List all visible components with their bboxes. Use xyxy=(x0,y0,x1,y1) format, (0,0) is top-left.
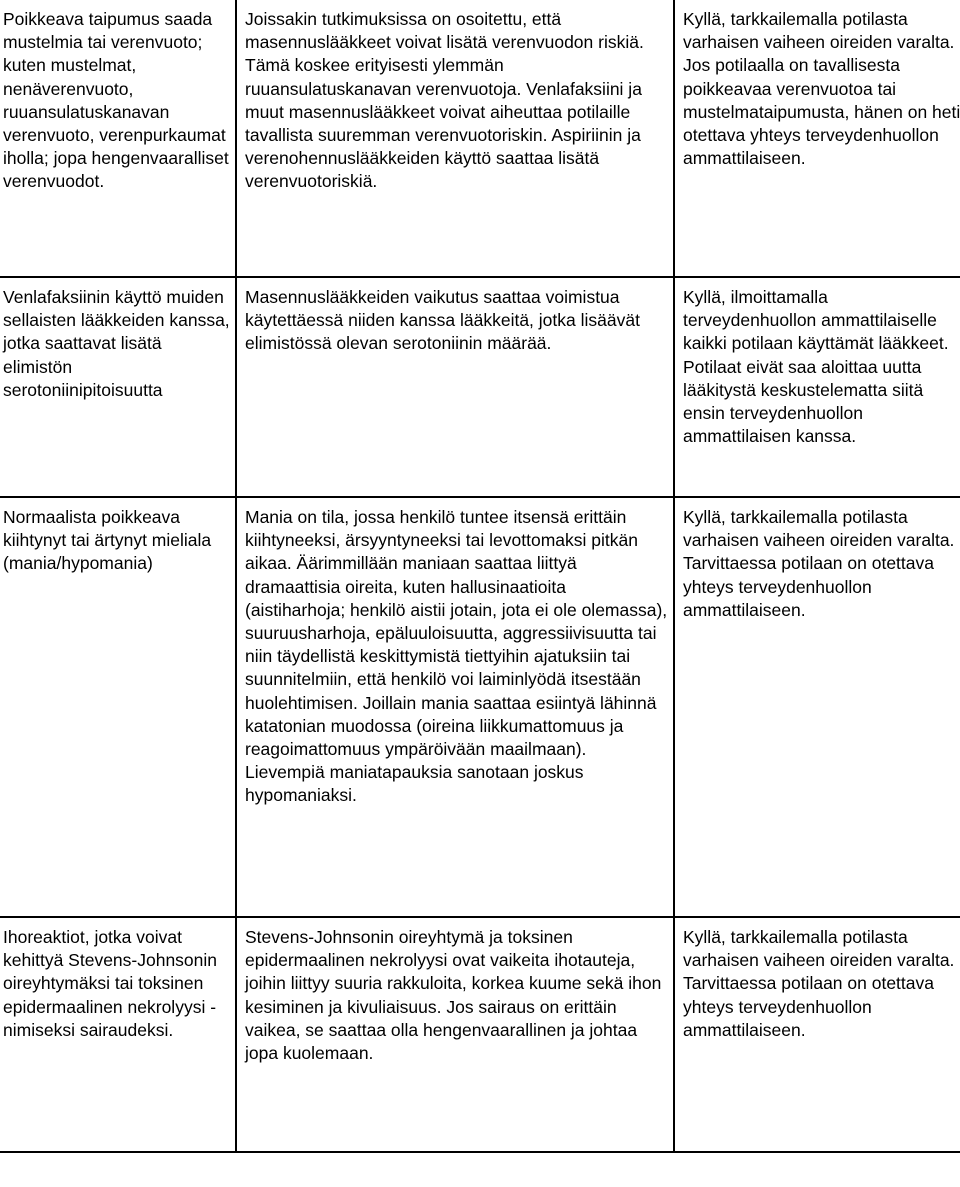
description-cell xyxy=(236,277,674,497)
description-cell xyxy=(236,0,674,277)
preventable-text: Kyllä, tarkkailemalla potilasta varhaisen vaiheen oireiden varalta. Jos potilaalla on tavallisesta poikkeavaa verenvuotoa tai mustelmataipumusta, hänen on heti otettava yhteys terveydenhuollon ammattilaiseen. xyxy=(683,9,960,169)
description-cell xyxy=(236,917,674,1152)
description-text: Masennuslääkkeiden vaikutus saattaa voimistua käytettäessä niiden kanssa lääkkeitä, jotka lisäävät elimistössä olevan serotoniinin määrää. xyxy=(245,287,640,354)
preventable-cell xyxy=(674,917,960,1152)
condition-cell xyxy=(0,497,236,917)
preventable-text: Kyllä, ilmoittamalla terveydenhuollon ammattilaiselle kaikki potilaan käyttämät lääkkeet. Potilaat eivät saa aloittaa uutta lääkitystä keskustelematta siitä ensin terveydenhuollon ammattilaisen kanssa. xyxy=(683,287,949,447)
condition-cell xyxy=(0,917,236,1152)
preventable-text: Kyllä, tarkkailemalla potilasta varhaisen vaiheen oireiden varalta. Tarvittaessa potilaan on otettava yhteys terveydenhuollon ammattilaiseen. xyxy=(683,927,955,1040)
condition-text: Poikkeava taipumus saada mustelmia tai verenvuoto; kuten mustelmat, nenäverenvuoto, ruuansulatuskanavan verenvuoto, verenpurkaumat iholla; jopa hengenvaaralliset verenvuodot. xyxy=(3,9,229,192)
table-row xyxy=(0,497,960,917)
description-cell xyxy=(236,497,674,917)
condition-cell xyxy=(0,0,236,277)
table-row xyxy=(0,917,960,1152)
preventable-cell xyxy=(674,277,960,497)
description-text: Stevens-Johnsonin oireyhtymä ja toksinen epidermaalinen nekrolyysi ovat vaikeita ihotauteja, joihin liittyy suuria rakkuloita, korkea kuume sekä ihon kesiminen ja kivuliaisuus. Jos sairaus on erittäin vaikea, se saattaa olla hengenvaarallinen ja johtaa jopa kuolemaan. xyxy=(245,927,662,1064)
table-row xyxy=(0,0,960,277)
condition-text: Normaalista poikkeava kiihtynyt tai ärtynyt mieliala (mania/hypomania) xyxy=(3,507,212,574)
condition-cell xyxy=(0,277,236,497)
table-row xyxy=(0,277,960,497)
preventable-cell xyxy=(674,0,960,277)
preventable-text: Kyllä, tarkkailemalla potilasta varhaisen vaiheen oireiden varalta. Tarvittaessa potilaan on otettava yhteys terveydenhuollon ammattilaiseen. xyxy=(683,507,955,620)
description-text: Joissakin tutkimuksissa on osoitettu, että masennuslääkkeet voivat lisätä verenvuodon riskiä. Tämä koskee erityisesti ylemmän ruuansulatuskanavan verenvuotoja. Venlafaksiini ja muut masennuslääkkeet voivat aiheuttaa potilaille tavallista suuremman verenvuotoriskin. Aspiriinin ja verenohennuslääkkeiden käyttö saattaa lisätä verenvuotoriskiä. xyxy=(245,9,644,192)
condition-text: Venlafaksiinin käyttö muiden sellaisten lääkkeiden kanssa, jotka saattavat lisätä elimistön serotoniinipitoisuutta xyxy=(3,287,230,400)
condition-text: Ihoreaktiot, jotka voivat kehittyä Stevens-Johnsonin oireyhtymäksi tai toksinen epidermaalinen nekrolyysi -nimiseksi sairaudeksi. xyxy=(3,927,218,1040)
description-text: Mania on tila, jossa henkilö tuntee itsensä erittäin kiihtyneeksi, ärsyyntyneeksi tai levottomaksi pitkän aikaa. Äärimmillään maniaan saattaa liittyä dramaattisia oireita, kuten hallusinaatioita (aistiharhoja; henkilö aistii jotain, jota ei ole olemassa), suuruusharhoja, epäluuloisuutta, aggressiivisuutta tai niin täydellistä keskittymistä tiettyihin ajatuksiin tai suunnitelmiin, että henkilö voi laiminlyödä itsestään huolehtimisen. Joillain mania saattaa esiintyä lähinnä katatonian muodossa (oireina liikkumattomuus ja reagoimattomuus ympäröivään maailmaan). Lievempiä maniatapauksia sanotaan joskus hypomaniaksi. xyxy=(245,507,668,806)
preventable-cell xyxy=(674,497,960,917)
